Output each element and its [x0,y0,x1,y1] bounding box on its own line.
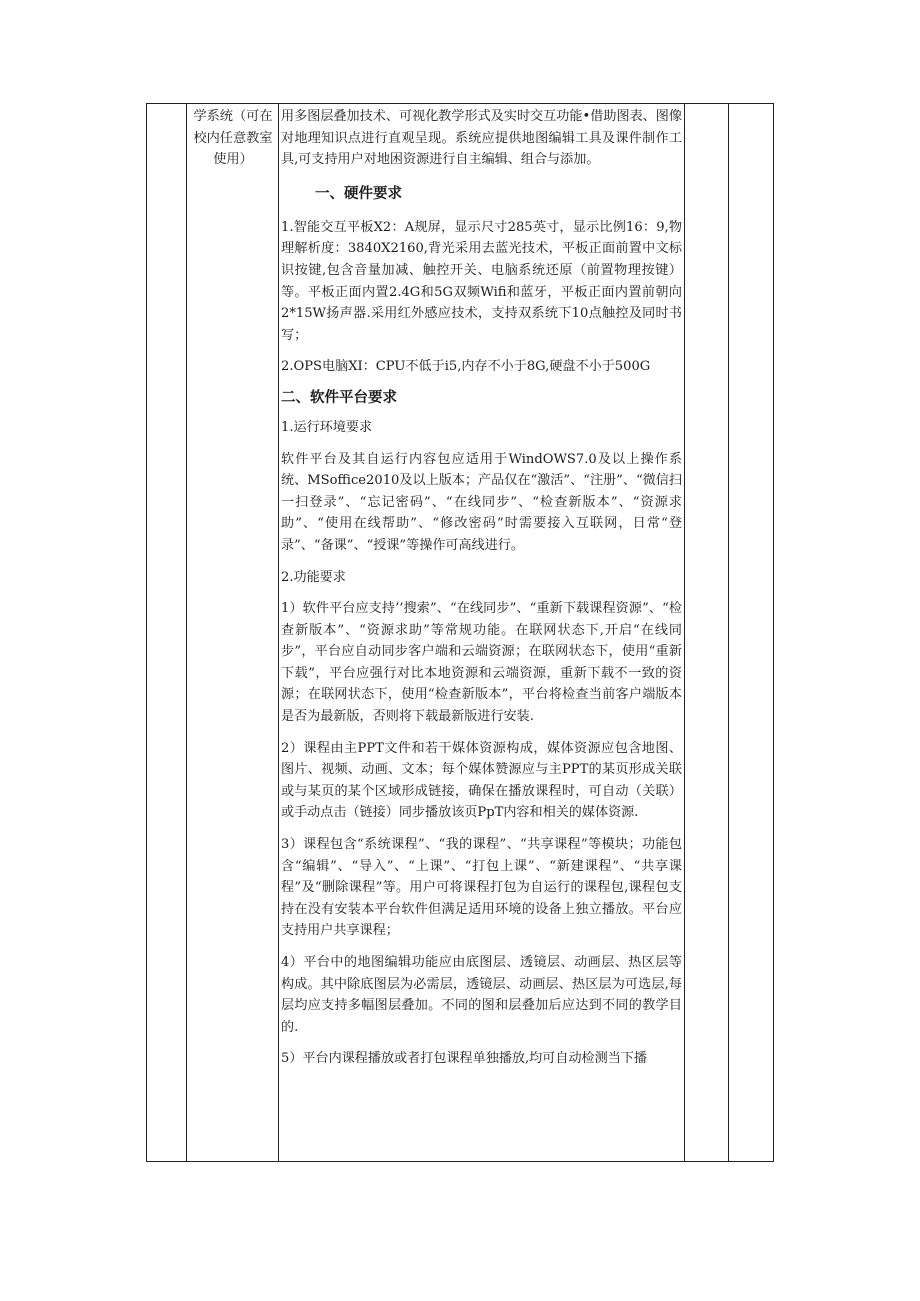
function-subheading: 2.功能要求 [281,569,346,585]
table-col-line-1 [146,103,147,1162]
table-top-border [146,103,773,104]
function-item-4: 4）平台中的地图编辑功能应由底图层、透镜层、动画层、热区层等构成。其中除底图层为必需层，透镜层、动画层、热区层为可选层,每层均应支持多幅图层叠加。不同的图和层叠加后应达到不同的教学目的. [281,955,682,1035]
table-bottom-border [146,1161,773,1162]
hardware-heading: 一、硬件要求 [315,185,402,202]
table-col-line-4 [684,103,685,1162]
table-col-line-3 [278,103,279,1162]
software-heading: 二、软件平台要求 [281,389,397,406]
table-col-line-2 [186,103,187,1162]
runtime-subheading: 1.运行环境要求 [281,419,373,435]
category-cell: 学系统（可在校内任意教室使用） [193,109,273,167]
table-col-line-5 [728,103,729,1162]
function-item-1: 1）软件平台应支持’’搜索”、“在线同步”、“重新下载课程资源”、“检查新版本”、“资源求助”等常规功能。在联网状态下,开启“在线同步”，平台应自动同步客户端和云端资源；在联网状态下，使用“重新下载”，平台应强行对比本地资源和云端资源，重新下载不一致的资源；在联网状态下，使用“检查新版本”，平台将检查当前客户端版本是否为最新版，否则将下载最新版进行安装. [281,601,682,725]
function-item-2: 2）课程由主PPT文件和若干媒体资源构成，媒体资源应包含地图、图片、视频、动画、文本；每个媒体赞源应与主PPT的某页形成关联或与某页的某个区域形成链接，确保在播放课程时，可自动（关联）或手动点击（链接）同步播放该页PpT内容和相关的媒体资源. [281,740,682,821]
requirements-cell [281,106,682,1080]
intro-paragraph: 用多图层叠加技术、可视化教学形式及实时交互功能•借助图表、图像对地理知识点进行直观呈现。系统应提供地图编辑工具及课件制作工具,可支持用户对地困资源进行自主编辑、组合与添加。 [281,109,682,168]
function-item-5: 5）平台内课程播放或者打包课程单独播放,均可自动检测当下播 [281,1051,648,1067]
function-item-3: 3）课程包含“系统课程”、“我的课程”、“共享课程”等模块；功能包含“编辑”、“导入”、“上课”、“打包上课”、“新建课程”、“共享课程”及“删除课程”等。用户可将课程打包为自运行的课程包,课程包支持在没有安装本平台软件但满足适用环境的设备上独立播放。平台应支持用户共享课程； [281,837,682,939]
hardware-item-2: 2.OPS电脑XI：CPU不低于i5,内存不小于8G,硬盘不小于500G [281,359,651,375]
table-col-line-6 [773,103,774,1162]
hardware-item-1: 1.智能交互平板X2：A规屏，显示尺寸285英寸，显示比例16：9,物理解析度：3840X2160,背光采用去蓝光技术，平板正面前置中文标识按键,包含音量加减、触控开关、电脑系统还原（前置物理按键）等。平板正面内置2.4G和5G双频Wifi和蓝牙，平板正面内置前朝向2*15W扬声器.采用红外感应技术，支持双系统下10点触控及同时书写； [281,219,682,343]
runtime-paragraph: 软件平台及其自运行内容包应适用于WindOWS7.0及以上操作系统、MSoffice2010及以上版本；产品仅在“激活”、“注册”、“微信扫一扫登录”、“忘记密码”、“在线同步”、“检查新版本”、“资源求助”、“使用在线帮助”、“修改密码”时需要接入互联网，日常“登录”、“备课”、“授课”等操作可高线进行。 [281,451,682,553]
